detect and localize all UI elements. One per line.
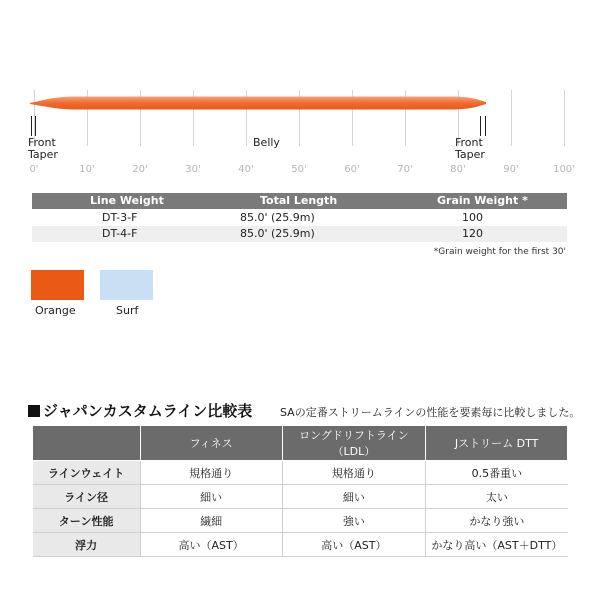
fly-line-shape [0, 80, 600, 130]
spec-cell: DT-4-F [102, 227, 138, 240]
comparison-cell: かなり強い [426, 509, 568, 533]
spec-cell: 100 [462, 211, 483, 224]
rear-taper-end-marker [485, 116, 486, 136]
color-label-orange: Orange [35, 304, 76, 317]
comparison-cell: 規格通り [140, 461, 282, 485]
comparison-cell: 細い [282, 485, 426, 509]
spec-header-cell: Line Weight [90, 194, 164, 207]
comparison-cell: 太い [426, 485, 568, 509]
color-swatch-orange [31, 270, 84, 300]
comparison-corner-cell [33, 426, 141, 461]
spec-cell: 85.0' (25.9m) [240, 227, 315, 240]
color-label-surf: Surf [116, 304, 139, 317]
spec-row [32, 226, 567, 242]
comparison-col-header: フィネス [140, 426, 282, 461]
rear-taper-start-marker [480, 116, 481, 136]
comparison-cell: 細い [140, 485, 282, 509]
title-square-icon [28, 405, 40, 417]
tick-label: 50' [291, 164, 307, 175]
comparison-cell: かなり高い（AST＋DTT） [426, 533, 568, 557]
tick-label: 20' [132, 164, 148, 175]
spec-cell: DT-3-F [102, 211, 138, 224]
front-taper-right-label: Front Taper [455, 136, 485, 161]
spec-cell: 85.0' (25.9m) [240, 211, 315, 224]
comparison-subtitle: SAの定番ストリームラインの性能を要素毎に比較しました。 [280, 406, 581, 419]
comparison-title-text: ジャパンカスタムライン比較表 [43, 402, 253, 420]
front-taper-end-marker [35, 116, 36, 136]
tick-label: 10' [79, 164, 95, 175]
comparison-col-header: Jストリーム DTT [426, 426, 568, 461]
comparison-row-header: ライン径 [33, 485, 141, 509]
front-taper-left-label: Front Taper [28, 136, 58, 161]
tick-label: 80' [450, 164, 466, 175]
spec-header-cell: Total Length [260, 194, 338, 207]
tick-label: 70' [397, 164, 413, 175]
comparison-row [33, 509, 568, 533]
belly-label: Belly [253, 136, 280, 149]
comparison-row [33, 485, 568, 509]
spec-header-row [32, 193, 567, 209]
tick-label: 0' [29, 164, 39, 175]
comparison-cell: 高い（AST） [140, 533, 282, 557]
tick-label: 40' [238, 164, 254, 175]
spec-header-cell: Grain Weight * [437, 194, 528, 207]
comparison-row-header: ターン性能 [33, 509, 141, 533]
comparison-header-row [33, 426, 568, 461]
comparison-cell: 0.5番重い [426, 461, 568, 485]
comparison-col-header: ロングドリフトライン（LDL） [282, 426, 426, 461]
comparison-cell: 規格通り [282, 461, 426, 485]
comparison-row [33, 533, 568, 557]
comparison-row-header: 浮力 [33, 533, 141, 557]
tick-label: 90' [503, 164, 519, 175]
tick-label: 60' [344, 164, 360, 175]
tick-label: 100' [553, 164, 575, 175]
color-swatch-surf [100, 270, 153, 300]
comparison-row [33, 461, 568, 485]
front-taper-start-marker [31, 116, 32, 136]
comparison-cell: 強い [282, 509, 426, 533]
comparison-title [28, 400, 252, 421]
tick-label: 30' [185, 164, 201, 175]
spec-cell: 120 [462, 227, 483, 240]
comparison-table [32, 425, 568, 557]
comparison-cell: 繊細 [140, 509, 282, 533]
comparison-cell: 高い（AST） [282, 533, 426, 557]
comparison-row-header: ラインウェイト [33, 461, 141, 485]
spec-row [32, 210, 567, 226]
grain-weight-note: *Grain weight for the first 30' [433, 247, 566, 257]
